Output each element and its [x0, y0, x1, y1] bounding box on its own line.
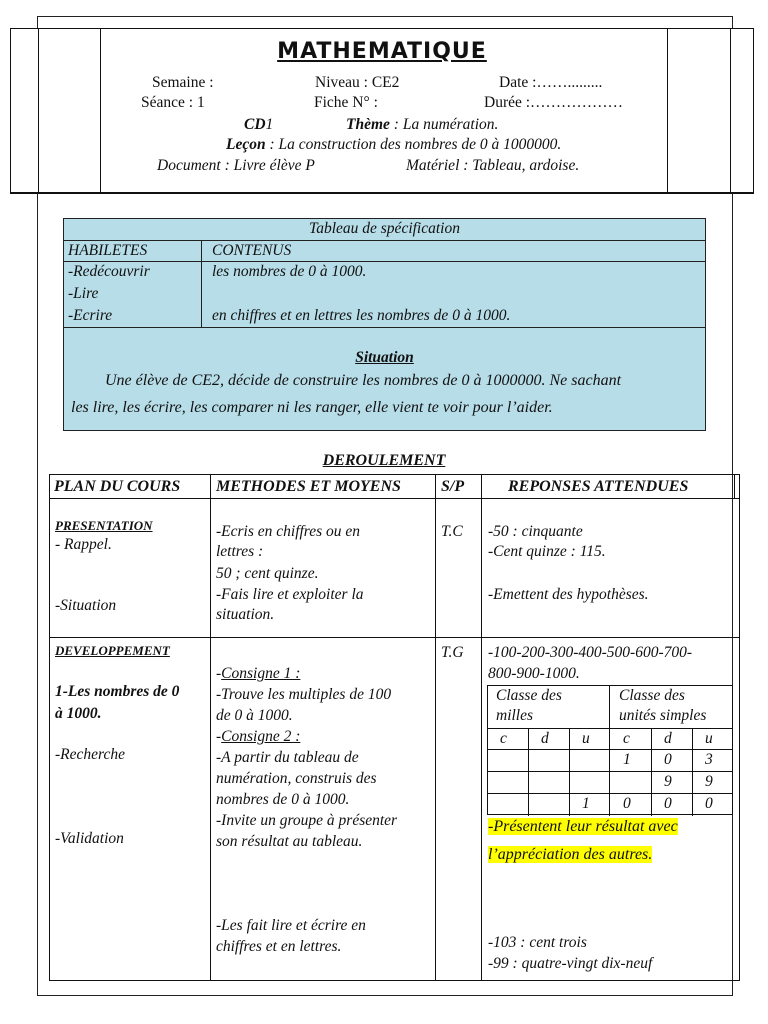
- lesson-header: [10, 28, 754, 194]
- semaine-field: Semaine :: [152, 74, 214, 91]
- header-plan: PLAN DU COURS: [54, 478, 181, 495]
- document-field: Document : Livre élève P: [157, 157, 315, 174]
- cd-label: CD: [244, 116, 266, 133]
- table-cell: 0: [623, 795, 631, 812]
- consigne-1: Consigne 1 :: [221, 665, 301, 682]
- header-reponses: REPONSES ATTENDUES: [508, 478, 689, 495]
- methode-line: -Fais lire et exploiter la: [216, 586, 364, 603]
- table-cell: 0: [705, 795, 713, 812]
- col-d: d: [664, 730, 672, 747]
- table-cell: 1: [582, 795, 590, 812]
- methode-line: lettres :: [216, 543, 264, 560]
- habilete-redecouvrir: -Redécouvrir: [68, 263, 150, 280]
- col-u: u: [705, 730, 713, 747]
- date-field: Date :…….........: [499, 74, 603, 91]
- header-methodes: METHODES ET MOYENS: [216, 478, 401, 495]
- methode-line: -Invite un groupe à présenter: [216, 812, 398, 829]
- situation-line-2: les lire, les écrire, les comparer ni les ranger, elle vient te voir pour l’aider.: [71, 399, 553, 416]
- col-divider-3: [481, 475, 482, 980]
- classe-milles-label-2: milles: [496, 707, 534, 724]
- reponse-line: -50 : cinquante: [488, 523, 583, 540]
- plan-validation: -Validation: [55, 830, 124, 847]
- theme-value: : La numération.: [389, 116, 499, 133]
- table-cell: 3: [705, 751, 713, 768]
- methode-line: de 0 à 1000.: [216, 707, 293, 724]
- col-d: d: [541, 730, 549, 747]
- col-c: c: [500, 730, 507, 747]
- table-cell: 9: [705, 773, 713, 790]
- reponse-line: -Cent quinze : 115.: [488, 543, 606, 560]
- section-divider: [50, 637, 739, 638]
- seance-field: Séance : 1: [141, 94, 205, 111]
- niveau-field: Niveau : CE2: [315, 74, 400, 91]
- header-row-divider: [50, 498, 739, 499]
- methode-line: nombres de 0 à 1000.: [216, 791, 350, 808]
- reponse-line: -100-200-300-400-500-600-700-: [488, 644, 693, 661]
- table-cell: 9: [664, 773, 672, 790]
- numeration-table: [487, 685, 733, 815]
- methode-line: situation.: [216, 606, 275, 623]
- methode-line: -Les fait lire et écrire en: [216, 917, 366, 934]
- methode-line: -A partir du tableau de: [216, 749, 359, 766]
- classe-unites-label-2: unités simples: [619, 707, 707, 724]
- theme-line: [346, 116, 498, 134]
- sp-developpement: T.G: [441, 644, 464, 661]
- sp-presentation: T.C: [441, 523, 463, 540]
- spec-column-divider: [201, 240, 202, 327]
- spec-header-row: [64, 240, 705, 262]
- plan-nombres: 1-Les nombres de 0: [55, 683, 180, 700]
- habilete-ecrire: -Ecrire: [68, 307, 113, 324]
- cd-line: [244, 116, 273, 134]
- reponse-line: -Emettent des hypothèses.: [488, 586, 649, 603]
- highlighted-response: l’appréciation des autres.: [488, 846, 653, 863]
- reponse-line: -99 : quatre-vingt dix-neuf: [488, 955, 653, 972]
- page-title: MATHEMATIQUE: [277, 39, 487, 64]
- plan-nombres-2: à 1000.: [55, 705, 102, 722]
- classe-unites-label: Classe des: [619, 687, 685, 704]
- methode-line: numération, construis des: [216, 770, 377, 787]
- plan-rappel: - Rappel.: [55, 536, 112, 553]
- methode-line: son résultat au tableau.: [216, 833, 363, 850]
- highlighted-response: -Présentent leur résultat avec: [488, 818, 678, 835]
- methode-line: -Trouve les multiples de 100: [216, 686, 392, 703]
- col-u: u: [582, 730, 590, 747]
- lecon-label: Leçon: [226, 136, 266, 153]
- header-sp: S/P: [441, 478, 465, 495]
- fiche-field: Fiche N° :: [314, 94, 378, 111]
- lecon-value: : La construction des nombres de 0 à 1000000.: [265, 136, 562, 153]
- spec-col-habiletes: HABILETES: [68, 242, 148, 259]
- contenu-2: en chiffres et en lettres les nombres de 0 à 1000.: [212, 307, 511, 324]
- col-c: c: [623, 730, 630, 747]
- theme-label: Thème: [346, 116, 390, 133]
- class-divider: [609, 686, 610, 816]
- reponse-line: 800-900-1000.: [488, 665, 580, 682]
- section-developpement: DEVELOPPEMENT: [55, 643, 170, 658]
- situation-title: Situation: [355, 349, 414, 366]
- deroulement-table: PLAN DU COURS METHODES ET MOYENS S/P REPONSES ATTENDUES PRESENTATION - Rappel. -Situation -Ecris en chiffres ou en lettres : 50 ; cent quinze. -Fais lire et exploiter la situation. T.C -50 : cinquante -Cent quinze : 115. -Emettent des hypothèses. DEVELOPPEMENT 1-Les nombres de 0 à 1000. -Recherche -Validation -Consigne 1 : -Trouve les multiples de 100 de 0 à 1000. -Consigne 2 : -A partir du tableau de numération, construis des nombres de 0 à 1000. -Invite un groupe à présenter son résultat au tableau. -Les fait lire et écrire en chiffres et en lettres. T.G -100-200-300-400-500-600-700- 800-900-1000. Classe des milles Classe des unités simples c d u c d u 1 0 3 9 9 1 0 0 0 -Présentent leur résultat avec l’appréciation des autres. -103 : cent trois -99 : quatre-vingt dix-neuf: [49, 474, 740, 981]
- spec-col-contenus: CONTENUS: [212, 242, 292, 259]
- section-presentation: PRESENTATION: [55, 518, 153, 533]
- spec-title: Tableau de spécification: [309, 220, 460, 237]
- methode-line: 50 ; cent quinze.: [216, 565, 319, 582]
- classe-milles-label: Classe des: [496, 687, 562, 704]
- lecon-line: [226, 136, 561, 154]
- consigne-2: Consigne 2 :: [221, 728, 301, 745]
- specification-table: [63, 218, 706, 431]
- methode-line: -Ecris en chiffres ou en: [216, 523, 361, 540]
- habilete-lire: -Lire: [68, 285, 99, 302]
- reponse-line: -103 : cent trois: [488, 934, 587, 951]
- duree-field: Durée :………………: [484, 94, 624, 111]
- cd-value: 1: [265, 116, 274, 133]
- deroulement-title: DEROULEMENT: [322, 452, 446, 469]
- col-divider-2: [435, 475, 436, 980]
- table-cell: 0: [664, 751, 672, 768]
- plan-recherche: -Recherche: [55, 746, 125, 763]
- col-divider-1: [210, 475, 211, 980]
- situation-line-1: Une élève de CE2, décide de construire les nombres de 0 à 1000000. Ne sachant: [105, 372, 622, 389]
- contenu-1: les nombres de 0 à 1000.: [212, 263, 367, 280]
- table-cell: 0: [664, 795, 672, 812]
- methode-line: chiffres et en lettres.: [216, 938, 342, 955]
- materiel-field: Matériel : Tableau, ardoise.: [406, 157, 580, 174]
- plan-situation: -Situation: [55, 597, 117, 614]
- col-divider-4: [734, 475, 735, 498]
- table-cell: 1: [623, 751, 631, 768]
